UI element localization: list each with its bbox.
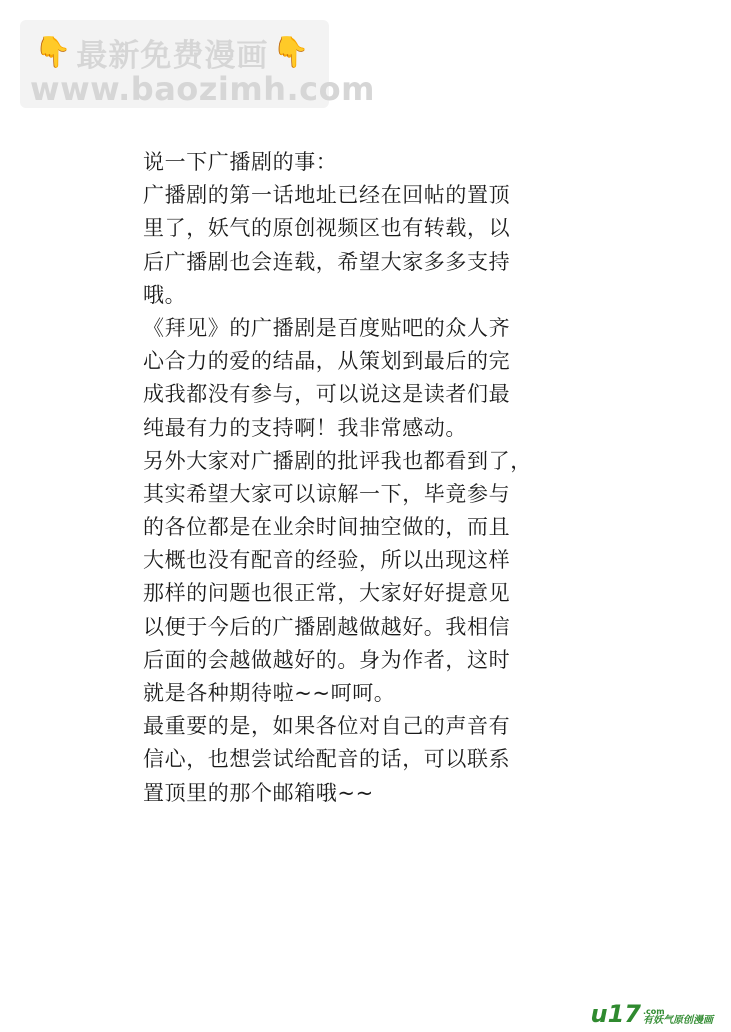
logo-tagline: 有妖气原创漫画 <box>643 1015 713 1026</box>
text-line: 就是各种期待啦~~呵呵。 <box>143 681 396 705</box>
text-line: 信心，也想尝试给配音的话，可以联系 <box>143 747 511 772</box>
text-line: 置顶里的那个邮箱哦~~ <box>143 780 374 805</box>
text-line: 广播剧的第一话地址已经在回帖的置顶 <box>143 183 511 208</box>
author-note-text <box>143 146 593 810</box>
logo-brand: u17 <box>590 1000 641 1028</box>
pointing-hand-icon: 👇 <box>34 35 73 70</box>
text-line: 心合力的爱的结晶，从策划到最后的完 <box>143 349 511 374</box>
text-line: 最重要的是，如果各位对自己的声音有 <box>143 714 511 739</box>
text-line: 成我都没有参与，可以说这是读者们最 <box>143 382 511 407</box>
text-line: 另外大家对广播剧的批评我也都看到了， <box>143 448 532 473</box>
text-line: 的各位都是在业余时间抽空做的，而且 <box>143 515 511 540</box>
text-line: 大概也没有配音的经验，所以出现这样 <box>143 548 511 573</box>
text-line: 纯最有力的支持啊！我非常感动。 <box>143 415 467 440</box>
text-line: 说一下广播剧的事： <box>143 150 338 174</box>
watermark-banner <box>20 20 375 108</box>
text-line: 以便于今后的广播剧越做越好。我相信 <box>143 614 511 639</box>
watermark-title-row <box>34 30 311 75</box>
text-line: 其实希望大家可以谅解一下，毕竟参与 <box>143 481 511 506</box>
logo-domain: .com <box>643 1007 665 1016</box>
text-line: 哦。 <box>143 282 187 307</box>
text-line: 后广播剧也会连载，希望大家多多支持 <box>143 249 511 274</box>
u17-logo <box>591 1002 713 1026</box>
text-line: 后面的会越做越好的。身为作者，这时 <box>143 647 511 672</box>
text-line: 里了，妖气的原创视频区也有转载，以 <box>143 216 511 241</box>
logo-right-group <box>643 1008 713 1026</box>
watermark-title: 最新免费漫画 <box>76 38 269 74</box>
pointing-hand-icon: 👇 <box>272 35 311 70</box>
text-line: 《拜见》的广播剧是百度贴吧的众人齐 <box>143 315 511 340</box>
watermark-url: www.baozimh.com <box>30 70 375 108</box>
text-line: 那样的问题也很正常，大家好好提意见 <box>143 581 511 606</box>
